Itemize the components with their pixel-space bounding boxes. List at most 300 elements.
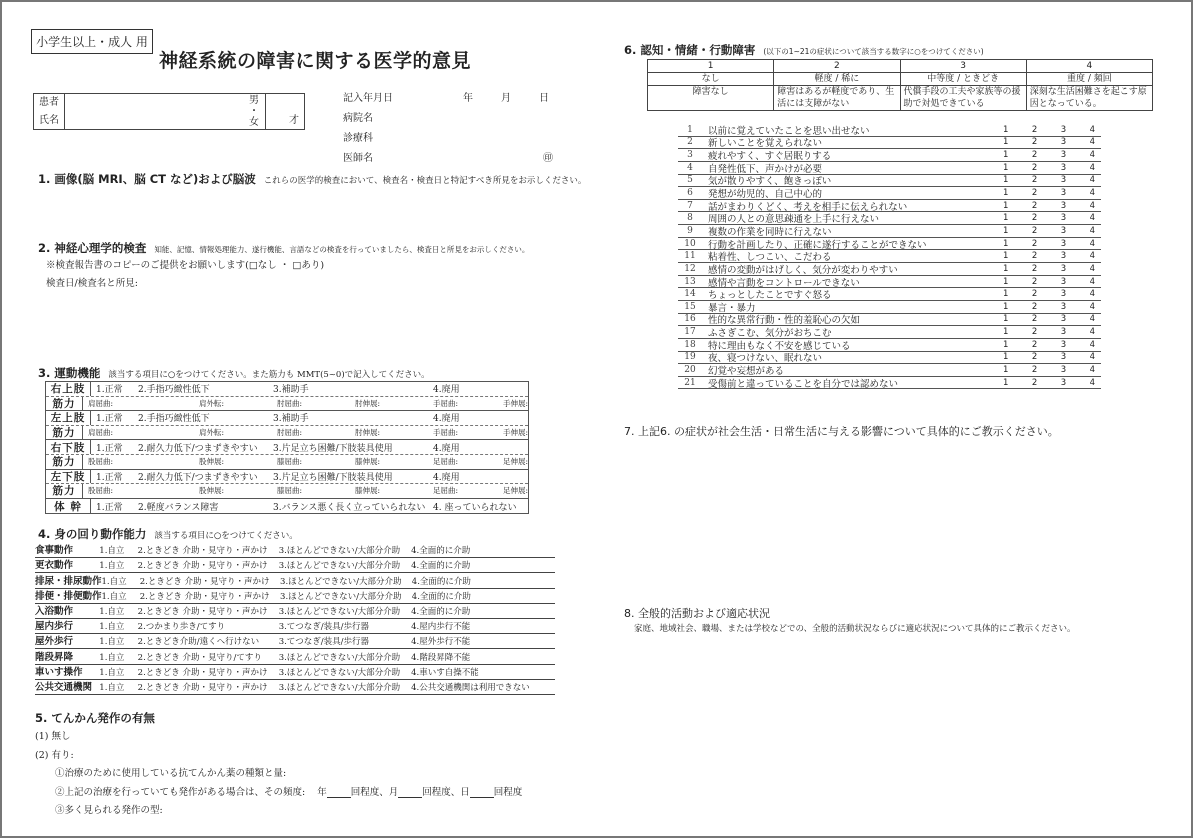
motor-option[interactable]: 2.軽度バランス障害 <box>138 502 219 513</box>
motor-option[interactable]: 1.正常 <box>96 385 123 396</box>
severity-option[interactable]: 4 <box>1089 289 1095 300</box>
doctor-label: 医師名 <box>343 152 373 164</box>
seal-icon: ㊞ <box>543 152 553 164</box>
mmt-field[interactable]: 肘屈曲: <box>276 398 302 408</box>
adl-option[interactable]: 1.自立 <box>101 576 127 587</box>
mmt-field[interactable]: 肩屈曲: <box>88 398 114 408</box>
mmt-field[interactable]: 手屈曲: <box>432 398 458 408</box>
severity-option[interactable]: 4 <box>1089 137 1095 148</box>
severity-option[interactable]: 1 <box>1003 377 1009 388</box>
adl-option[interactable]: 2.ときどき 介助・見守り・声かけ <box>137 682 268 693</box>
symptom-number: 8 <box>687 213 693 224</box>
adl-row <box>35 573 555 588</box>
severity-option[interactable]: 2 <box>1031 213 1038 224</box>
motor-row-label: 体 幹 <box>46 499 91 514</box>
symptom-number: 4 <box>687 162 693 173</box>
department-row[interactable] <box>343 126 553 146</box>
symptom-text: 行動を計画したり、正確に遂行することができない <box>708 239 927 251</box>
severity-option[interactable]: 1 <box>1003 339 1009 350</box>
severity-option[interactable]: 3 <box>1060 327 1067 338</box>
severity-option[interactable]: 1 <box>1003 352 1009 363</box>
severity-option[interactable]: 4 <box>1089 377 1095 388</box>
severity-option[interactable]: 4 <box>1089 263 1095 274</box>
mmt-field[interactable]: 手伸展: <box>502 398 528 408</box>
severity-option[interactable]: 4 <box>1089 238 1095 249</box>
adl-row-label: 排尿・排尿動作 <box>35 575 102 587</box>
section7-answer-area[interactable] <box>624 442 1164 592</box>
mmt-field[interactable]: 股屈曲: <box>88 457 114 467</box>
symptom-number: 18 <box>684 339 696 350</box>
mmt-field[interactable]: 肘伸展: <box>354 398 380 408</box>
motor-option[interactable]: 4.廃用 <box>433 472 460 483</box>
adl-option[interactable]: 2.ときどき 介助・見守り・声かけ <box>139 576 270 587</box>
severity-option[interactable]: 2 <box>1031 364 1038 375</box>
motor-option[interactable]: 4.廃用 <box>433 443 460 454</box>
severity-option[interactable]: 2 <box>1031 124 1038 135</box>
motor-strength-row <box>46 455 528 470</box>
severity-option[interactable]: 2 <box>1031 251 1038 262</box>
symptom-text: 話がまわりくどく、考えを相手に伝えられない <box>708 201 908 213</box>
adl-option[interactable]: 1.自立 <box>99 622 125 633</box>
freq-day-field[interactable] <box>470 784 494 798</box>
severity-option[interactable]: 1 <box>1003 225 1009 236</box>
epilepsy-option-present[interactable]: (2) 有り: <box>35 750 74 761</box>
adl-table <box>35 543 555 695</box>
severity-option[interactable]: 3 <box>1060 188 1067 199</box>
adl-option[interactable]: 3.ほとんどできない/大部分介助 <box>278 606 401 617</box>
epilepsy-option-none[interactable]: (1) 無し <box>35 731 71 742</box>
symptom-text: 暴言・暴力 <box>708 302 756 314</box>
motor-strength-row <box>46 426 528 441</box>
motor-strength-row <box>46 397 528 412</box>
adl-row-label: 公共交通機関 <box>35 681 93 693</box>
motor-limb-row <box>46 470 528 485</box>
adl-option[interactable]: 2.ときどき 介助・見守り/てすり <box>137 652 262 663</box>
mmt-field[interactable]: 膝伸展: <box>354 486 380 496</box>
symptom-number: 12 <box>684 263 696 274</box>
severity-option[interactable]: 3 <box>1060 263 1067 274</box>
symptom-number: 15 <box>684 301 696 312</box>
mmt-field[interactable]: 膝屈曲: <box>276 457 302 467</box>
severity-option[interactable]: 3 <box>1060 377 1067 388</box>
mmt-field[interactable]: 膝屈曲: <box>276 486 302 496</box>
severity-option[interactable]: 1 <box>1003 162 1009 173</box>
symptom-number: 5 <box>687 175 693 186</box>
adl-option[interactable]: 2.ときどき 介助・見守り・声かけ <box>137 561 268 572</box>
sex-male-option[interactable]: 男 <box>249 95 259 106</box>
adl-option[interactable]: 4.公共交通機関は利用できない <box>411 682 530 693</box>
adl-option[interactable]: 3.ほとんどできない/大部分介助 <box>278 652 401 663</box>
mmt-field[interactable]: 足伸展: <box>502 486 528 496</box>
department-label: 診療科 <box>343 132 373 144</box>
severity-option[interactable]: 3 <box>1060 352 1067 363</box>
severity-option[interactable]: 2 <box>1031 327 1038 338</box>
adl-option[interactable]: 3.ほとんどできない/大部分介助 <box>280 576 402 587</box>
adl-row-label: 排便・排便動作 <box>35 590 102 602</box>
section1-answer-area[interactable] <box>38 187 578 235</box>
severity-option[interactable]: 4 <box>1089 200 1095 211</box>
severity-scale <box>1003 277 1101 287</box>
motor-row-label: 筋力 <box>46 484 83 498</box>
age-field[interactable] <box>266 94 304 129</box>
antiepileptic-drug-label: ①治療のために使用している抗てんかん薬の種類と量: <box>55 768 287 779</box>
severity-option[interactable]: 2 <box>1031 175 1038 186</box>
mmt-field[interactable]: 足伸展: <box>502 457 528 467</box>
severity-name: 軽度 / 稀に <box>774 73 900 85</box>
severity-option[interactable]: 1 <box>1003 213 1009 224</box>
symptom-number: 21 <box>684 377 696 388</box>
symptom-text: 感情の変動がはげしく、気分が変わりやすい <box>708 264 898 276</box>
adl-option[interactable]: 4.全面的に介助 <box>411 546 471 557</box>
adl-option[interactable]: 1.自立 <box>99 561 125 572</box>
severity-legend-table <box>647 59 1153 111</box>
section3-heading: 3. 運動機能 該当する項目に○をつけてください。また筋力も MMT(5~0)で記入してください。 <box>38 366 430 380</box>
symptom-text: 複数の作業を同時に行えない <box>708 226 832 238</box>
mmt-field[interactable]: 肘伸展: <box>354 428 380 438</box>
adl-row-label: 屋内歩行 <box>35 621 74 633</box>
symptom-text: 感情や言動をコントロールできない <box>708 277 860 289</box>
severity-scale <box>1003 150 1101 160</box>
severity-option[interactable]: 2 <box>1031 352 1038 363</box>
adl-option[interactable]: 4.屋内歩行不能 <box>411 622 471 633</box>
adl-row <box>35 665 555 680</box>
adl-option[interactable]: 1.自立 <box>99 606 125 617</box>
severity-option[interactable]: 2 <box>1031 188 1038 199</box>
severity-option[interactable]: 4 <box>1089 188 1095 199</box>
audience-label: 小学生以上・成人 用 <box>31 29 153 54</box>
severity-option[interactable]: 2 <box>1031 276 1038 287</box>
motor-option[interactable]: 2.手指巧緻性低下 <box>138 414 210 425</box>
motor-option[interactable]: 3.補助手 <box>273 414 309 425</box>
adl-option[interactable]: 4.全面的に介助 <box>411 591 471 602</box>
symptom-text: 気が散りやすく、飽きっぽい <box>708 176 832 188</box>
mmt-field[interactable]: 肩外転: <box>198 398 224 408</box>
severity-num: 2 <box>774 60 900 72</box>
motor-strength-row <box>46 484 528 499</box>
severity-option[interactable]: 3 <box>1060 238 1067 249</box>
mmt-field[interactable]: 股屈曲: <box>88 486 114 496</box>
motor-option[interactable]: 3.補助手 <box>273 385 309 396</box>
adl-row <box>35 558 555 573</box>
adl-option[interactable]: 1.自立 <box>99 546 125 557</box>
adl-option[interactable]: 2.ときどき 介助・見守り・声かけ <box>137 606 268 617</box>
motor-option[interactable]: 1.正常 <box>96 414 123 425</box>
motor-option[interactable]: 2.手指巧緻性低下 <box>138 385 210 396</box>
severity-option[interactable]: 2 <box>1031 301 1038 312</box>
adl-option[interactable]: 1.自立 <box>99 637 125 648</box>
severity-option[interactable]: 1 <box>1003 137 1009 148</box>
adl-option[interactable]: 2.つかまり歩き/てすり <box>137 622 226 633</box>
symptom-number: 9 <box>687 225 693 236</box>
date-row[interactable] <box>343 86 553 106</box>
severity-option[interactable]: 3 <box>1060 339 1067 350</box>
severity-option[interactable]: 2 <box>1031 150 1038 161</box>
severity-option[interactable]: 4 <box>1089 364 1095 375</box>
severity-option[interactable]: 1 <box>1003 301 1009 312</box>
severity-scale <box>1003 314 1101 324</box>
patient-name-field[interactable] <box>65 94 266 129</box>
severity-option[interactable]: 3 <box>1060 289 1067 300</box>
severity-option[interactable]: 3 <box>1060 137 1067 148</box>
severity-option[interactable]: 4 <box>1089 276 1095 287</box>
severity-option[interactable]: 4 <box>1089 175 1095 186</box>
adl-option[interactable]: 1.自立 <box>101 591 127 602</box>
motor-limb-row <box>46 440 528 455</box>
symptom-number: 19 <box>684 352 696 363</box>
adl-option[interactable]: 2.ときどき 介助・見守り・声かけ <box>137 667 268 678</box>
adl-option[interactable]: 4.車いす自操不能 <box>411 667 479 678</box>
adl-row-label: 入浴動作 <box>35 605 74 617</box>
symptom-number: 16 <box>684 314 696 325</box>
severity-option[interactable]: 4 <box>1089 150 1095 161</box>
motor-option[interactable]: 3.片足立ち困難/下肢装具使用 <box>273 443 393 454</box>
severity-option[interactable]: 1 <box>1003 175 1009 186</box>
adl-option[interactable]: 4.全面的に介助 <box>411 561 471 572</box>
adl-option[interactable]: 2.ときどき 介助・見守り・声かけ <box>137 546 268 557</box>
motor-row-label: 右下肢 <box>46 440 91 454</box>
mmt-field[interactable]: 膝伸展: <box>354 457 380 467</box>
severity-scale <box>1003 175 1101 185</box>
motor-option[interactable]: 4.廃用 <box>433 385 460 396</box>
severity-name-row <box>648 73 1152 86</box>
symptom-number: 20 <box>684 364 696 375</box>
severity-option[interactable]: 4 <box>1089 251 1095 262</box>
motor-option[interactable]: 3.片足立ち困難/下肢装具使用 <box>273 472 393 483</box>
motor-option[interactable]: 4. 座っていられない <box>433 502 517 513</box>
severity-option[interactable]: 2 <box>1031 289 1038 300</box>
symptom-text: 以前に覚えていたことを思い出せない <box>708 125 870 137</box>
adl-option[interactable]: 1.自立 <box>99 682 125 693</box>
adl-row <box>35 634 555 649</box>
mmt-field[interactable]: 手伸展: <box>502 428 528 438</box>
adl-row <box>35 619 555 634</box>
severity-desc: 代償手段の工夫や家族等の援助で対処できている <box>901 86 1027 110</box>
info-block <box>343 86 553 166</box>
severity-option[interactable]: 4 <box>1089 124 1095 135</box>
section4-heading: 4. 身の回り動作能力 該当する項目に○をつけてください。 <box>38 527 298 541</box>
severity-option[interactable]: 1 <box>1003 200 1009 211</box>
age-unit: 才 <box>289 115 299 126</box>
severity-option[interactable]: 1 <box>1003 124 1009 135</box>
severity-scale <box>1003 226 1101 236</box>
severity-num: 1 <box>648 60 774 72</box>
hospital-label: 病院名 <box>343 112 373 124</box>
severity-option[interactable]: 4 <box>1089 352 1095 363</box>
severity-option[interactable]: 2 <box>1031 200 1038 211</box>
patient-box <box>33 93 305 130</box>
severity-option[interactable]: 3 <box>1060 301 1067 312</box>
section8-desc: 家庭、地域社会、職場、または学校などでの、全般的活動状況ならびに適応状況について具体的にご教示ください。 <box>634 624 1076 634</box>
hospital-row[interactable] <box>343 106 553 126</box>
severity-option[interactable]: 4 <box>1089 314 1095 325</box>
adl-row <box>35 649 555 664</box>
adl-row-label: 食事動作 <box>35 545 74 557</box>
severity-scale <box>1003 340 1101 350</box>
severity-num: 4 <box>1086 61 1093 71</box>
mmt-field[interactable]: 手屈曲: <box>432 428 458 438</box>
symptom-text: 幻覚や妄想がある <box>708 366 785 377</box>
severity-option[interactable]: 4 <box>1089 301 1095 312</box>
severity-option[interactable]: 4 <box>1089 162 1095 173</box>
symptom-text: 発想が幼児的、自己中心的 <box>708 189 823 201</box>
month-label: 月 <box>501 92 511 104</box>
severity-scale <box>1003 188 1101 198</box>
adl-option[interactable]: 1.自立 <box>99 652 125 663</box>
severity-option[interactable]: 3 <box>1060 175 1067 186</box>
symptom-text: ちょっとしたことですぐ怒る <box>708 290 832 302</box>
adl-option[interactable]: 3.てつなぎ/装具/歩行器 <box>278 637 370 648</box>
section8-heading: 8. 全般的活動および適応状況 <box>624 607 770 620</box>
year-label: 年 <box>463 92 473 104</box>
severity-scale <box>1003 365 1101 375</box>
severity-option[interactable]: 1 <box>1003 314 1009 325</box>
symptom-text: 新しいことを覚えられない <box>708 138 823 150</box>
adl-option[interactable]: 1.自立 <box>99 667 125 678</box>
severity-scale <box>1003 302 1101 312</box>
severity-option[interactable]: 1 <box>1003 364 1009 375</box>
severity-option[interactable]: 4 <box>1089 327 1095 338</box>
symptom-text: 性的な異常行動・性的羞恥心の欠如 <box>708 315 861 327</box>
severity-option[interactable]: 3 <box>1060 162 1067 173</box>
adl-row <box>35 604 555 619</box>
severity-option[interactable]: 1 <box>1003 327 1009 338</box>
severity-option[interactable]: 1 <box>1003 150 1009 161</box>
severity-name: 重度 / 頻回 <box>1066 74 1112 84</box>
severity-option[interactable]: 3 <box>1060 276 1067 287</box>
severity-option[interactable]: 2 <box>1031 377 1038 388</box>
mmt-field[interactable]: 肩屈曲: <box>88 428 114 438</box>
severity-scale <box>1003 264 1101 274</box>
symptom-number: 3 <box>687 150 693 161</box>
severity-option[interactable]: 3 <box>1060 124 1067 135</box>
severity-desc: 障害なし <box>648 86 774 110</box>
severity-option[interactable]: 4 <box>1089 213 1095 224</box>
severity-option[interactable]: 3 <box>1060 200 1067 211</box>
sex-selector[interactable]: 男 ・ 女 <box>249 95 259 128</box>
symptom-text: 粘着性、しつこい、こだわる <box>708 252 832 264</box>
adl-option[interactable]: 3.ほとんどできない/大部分介助 <box>278 667 401 678</box>
severity-scale <box>1003 201 1101 211</box>
motor-option[interactable]: 1.正常 <box>96 502 123 513</box>
severity-desc-row <box>648 86 1152 110</box>
adl-option[interactable]: 3.てつなぎ/装具/歩行器 <box>278 622 370 633</box>
symptom-number: 14 <box>684 289 696 300</box>
adl-option[interactable]: 3.ほとんどできない/大部分介助 <box>278 561 401 572</box>
adl-option[interactable]: 4.全面的に介助 <box>411 576 471 587</box>
date-label: 記入年月日 <box>343 92 393 104</box>
adl-row <box>35 589 555 604</box>
symptom-number: 10 <box>684 238 696 249</box>
mmt-field[interactable]: 股伸展: <box>198 457 224 467</box>
severity-option[interactable]: 3 <box>1060 225 1067 236</box>
freq-year-field[interactable] <box>327 784 351 798</box>
motor-function-table <box>45 381 529 514</box>
adl-row-label: 更衣動作 <box>35 560 74 572</box>
motor-option[interactable]: 3.バランス悪く長く立っていられない <box>273 502 426 513</box>
severity-option[interactable]: 1 <box>1003 238 1009 249</box>
report-copy-note[interactable]: ※検査報告書のコピーのご提供をお願いします(□なし ・ □あり) <box>46 260 325 271</box>
severity-name: 中等度 / ときどき <box>901 73 1027 85</box>
severity-desc: 障害はあるが軽度であり、生活には支障がない <box>774 86 900 110</box>
mmt-field[interactable]: 股伸展: <box>198 486 224 496</box>
severity-option[interactable]: 4 <box>1089 225 1095 236</box>
motor-row-label: 右上肢 <box>46 382 91 396</box>
exam-findings-area[interactable] <box>46 290 576 360</box>
severity-scale <box>1003 137 1101 147</box>
severity-option[interactable]: 3 <box>1060 364 1067 375</box>
motor-option[interactable]: 4.廃用 <box>433 414 460 425</box>
adl-option[interactable]: 3.ほとんどできない/大部分介助 <box>280 591 402 602</box>
severity-option[interactable]: 3 <box>1060 213 1067 224</box>
seizure-type-label: ③多く見られる発作の型: <box>55 805 163 816</box>
severity-option[interactable]: 2 <box>1031 263 1038 274</box>
severity-option[interactable]: 1 <box>1003 188 1009 199</box>
motor-option[interactable]: 2.耐久力低下/つまずきやすい <box>138 443 258 454</box>
mmt-field[interactable]: 足屈曲: <box>432 486 458 496</box>
adl-option[interactable]: 2.ときどき 介助・見守り・声かけ <box>139 591 270 602</box>
symptom-number: 13 <box>684 276 696 287</box>
doctor-row[interactable] <box>343 146 553 166</box>
severity-option[interactable]: 2 <box>1031 162 1038 173</box>
severity-option[interactable]: 2 <box>1031 314 1038 325</box>
severity-option[interactable]: 4 <box>1089 339 1095 350</box>
section5-heading: 5. てんかん発作の有無 <box>35 711 155 725</box>
severity-option[interactable]: 1 <box>1003 276 1009 287</box>
adl-option[interactable]: 2.ときどき介助/遠くへ行けない <box>137 637 260 648</box>
mmt-field[interactable]: 足屈曲: <box>432 457 458 467</box>
motor-row-label: 筋力 <box>46 397 83 411</box>
motor-option[interactable]: 2.耐久力低下/つまずきやすい <box>138 472 258 483</box>
adl-option[interactable]: 3.ほとんどできない/大部分介助 <box>278 546 401 557</box>
freq-month-field[interactable] <box>398 784 422 798</box>
severity-desc: 深刻な生活困難さを起こす原因となっている。 <box>1029 87 1147 109</box>
adl-row <box>35 543 555 558</box>
section8-answer-area[interactable] <box>624 638 1164 818</box>
symptom-number: 7 <box>687 200 693 211</box>
motor-option[interactable]: 1.正常 <box>96 472 123 483</box>
severity-option[interactable]: 3 <box>1060 251 1067 262</box>
severity-name: なし <box>648 73 774 85</box>
symptom-text: 疲れやすく、すぐ居眠りする <box>708 151 832 163</box>
severity-scale <box>1003 251 1101 261</box>
severity-option[interactable]: 1 <box>1003 289 1009 300</box>
symptom-number: 1 <box>687 124 693 135</box>
motor-limb-row <box>46 411 528 426</box>
severity-option[interactable]: 2 <box>1031 225 1038 236</box>
adl-option[interactable]: 4.全面的に介助 <box>411 606 471 617</box>
motor-option[interactable]: 1.正常 <box>96 443 123 454</box>
severity-option[interactable]: 3 <box>1060 314 1067 325</box>
severity-option[interactable]: 3 <box>1060 150 1067 161</box>
severity-num: 3 <box>901 60 1027 72</box>
adl-option[interactable]: 4.階段昇降不能 <box>411 652 471 663</box>
sex-female-option[interactable]: 女 <box>249 117 259 128</box>
symptom-text: 受傷前と違っていることを自分では認めない <box>708 378 899 390</box>
motor-row-label: 筋力 <box>46 426 83 440</box>
severity-option[interactable]: 2 <box>1031 339 1038 350</box>
adl-option[interactable]: 3.ほとんどできない/大部分介助 <box>278 682 401 693</box>
severity-scale <box>1003 378 1101 388</box>
adl-option[interactable]: 4.屋外歩行不能 <box>411 637 471 648</box>
severity-option[interactable]: 2 <box>1031 137 1038 148</box>
mmt-field[interactable]: 肩外転: <box>198 428 224 438</box>
severity-option[interactable]: 1 <box>1003 263 1009 274</box>
severity-option[interactable]: 2 <box>1031 238 1038 249</box>
mmt-field[interactable]: 肘屈曲: <box>276 428 302 438</box>
severity-option[interactable]: 1 <box>1003 251 1009 262</box>
motor-row-label: 左上肢 <box>46 411 91 425</box>
section2-heading: 2. 神経心理学的検査 知能、記憶、情報処理能力、遂行機能、言語などの検査を行っていましたら、検査日と所見をお示しください。 <box>38 241 530 255</box>
